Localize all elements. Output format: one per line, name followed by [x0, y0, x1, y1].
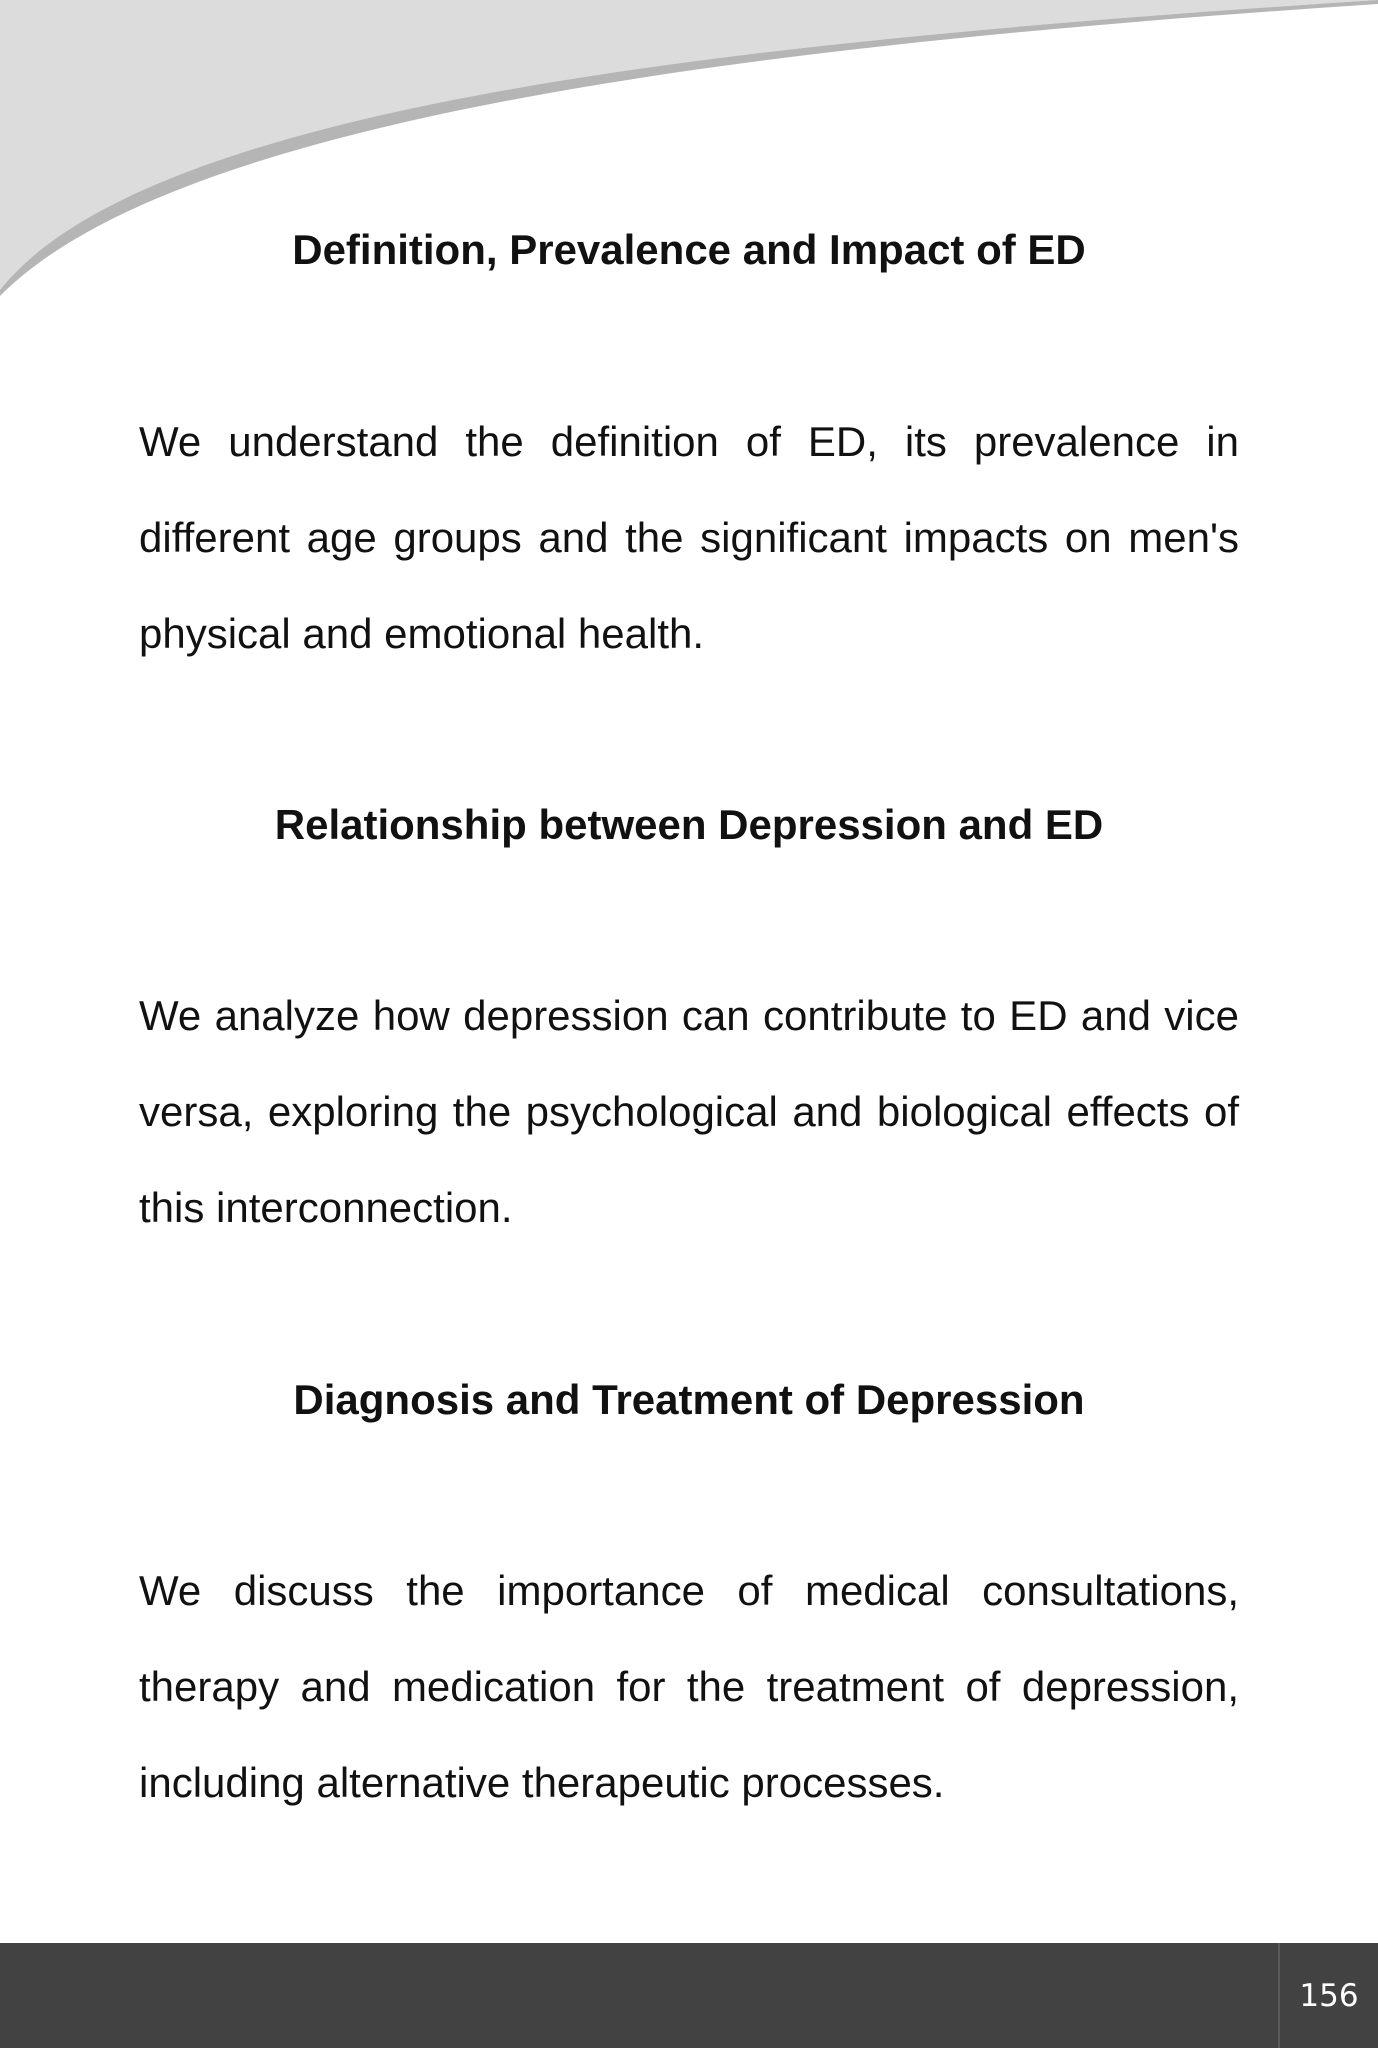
section-heading-diagnosis: Diagnosis and Treatment of Depression — [293, 1376, 1085, 1423]
section-paragraph-diagnosis: We discuss the importance of medical consultations, therapy and medication for the treatment of depression, including alternative therapeutic processes. — [139, 1567, 1239, 1806]
section-heading-relationship: Relationship between Depression and ED — [274, 801, 1104, 848]
footer-bar — [0, 1943, 1378, 2048]
page-number: 156 — [1278, 1943, 1378, 2048]
section-paragraph-definition: We understand the definition of ED, its prevalence in different age groups and the significant impacts on men's physical and emotional health. — [139, 418, 1239, 657]
section-heading-definition: Definition, Prevalence and Impact of ED — [292, 226, 1086, 273]
section-paragraph-relationship: We analyze how depression can contribute to ED and vice versa, exploring the psychological and biological effects of this interconnection. — [139, 992, 1239, 1231]
